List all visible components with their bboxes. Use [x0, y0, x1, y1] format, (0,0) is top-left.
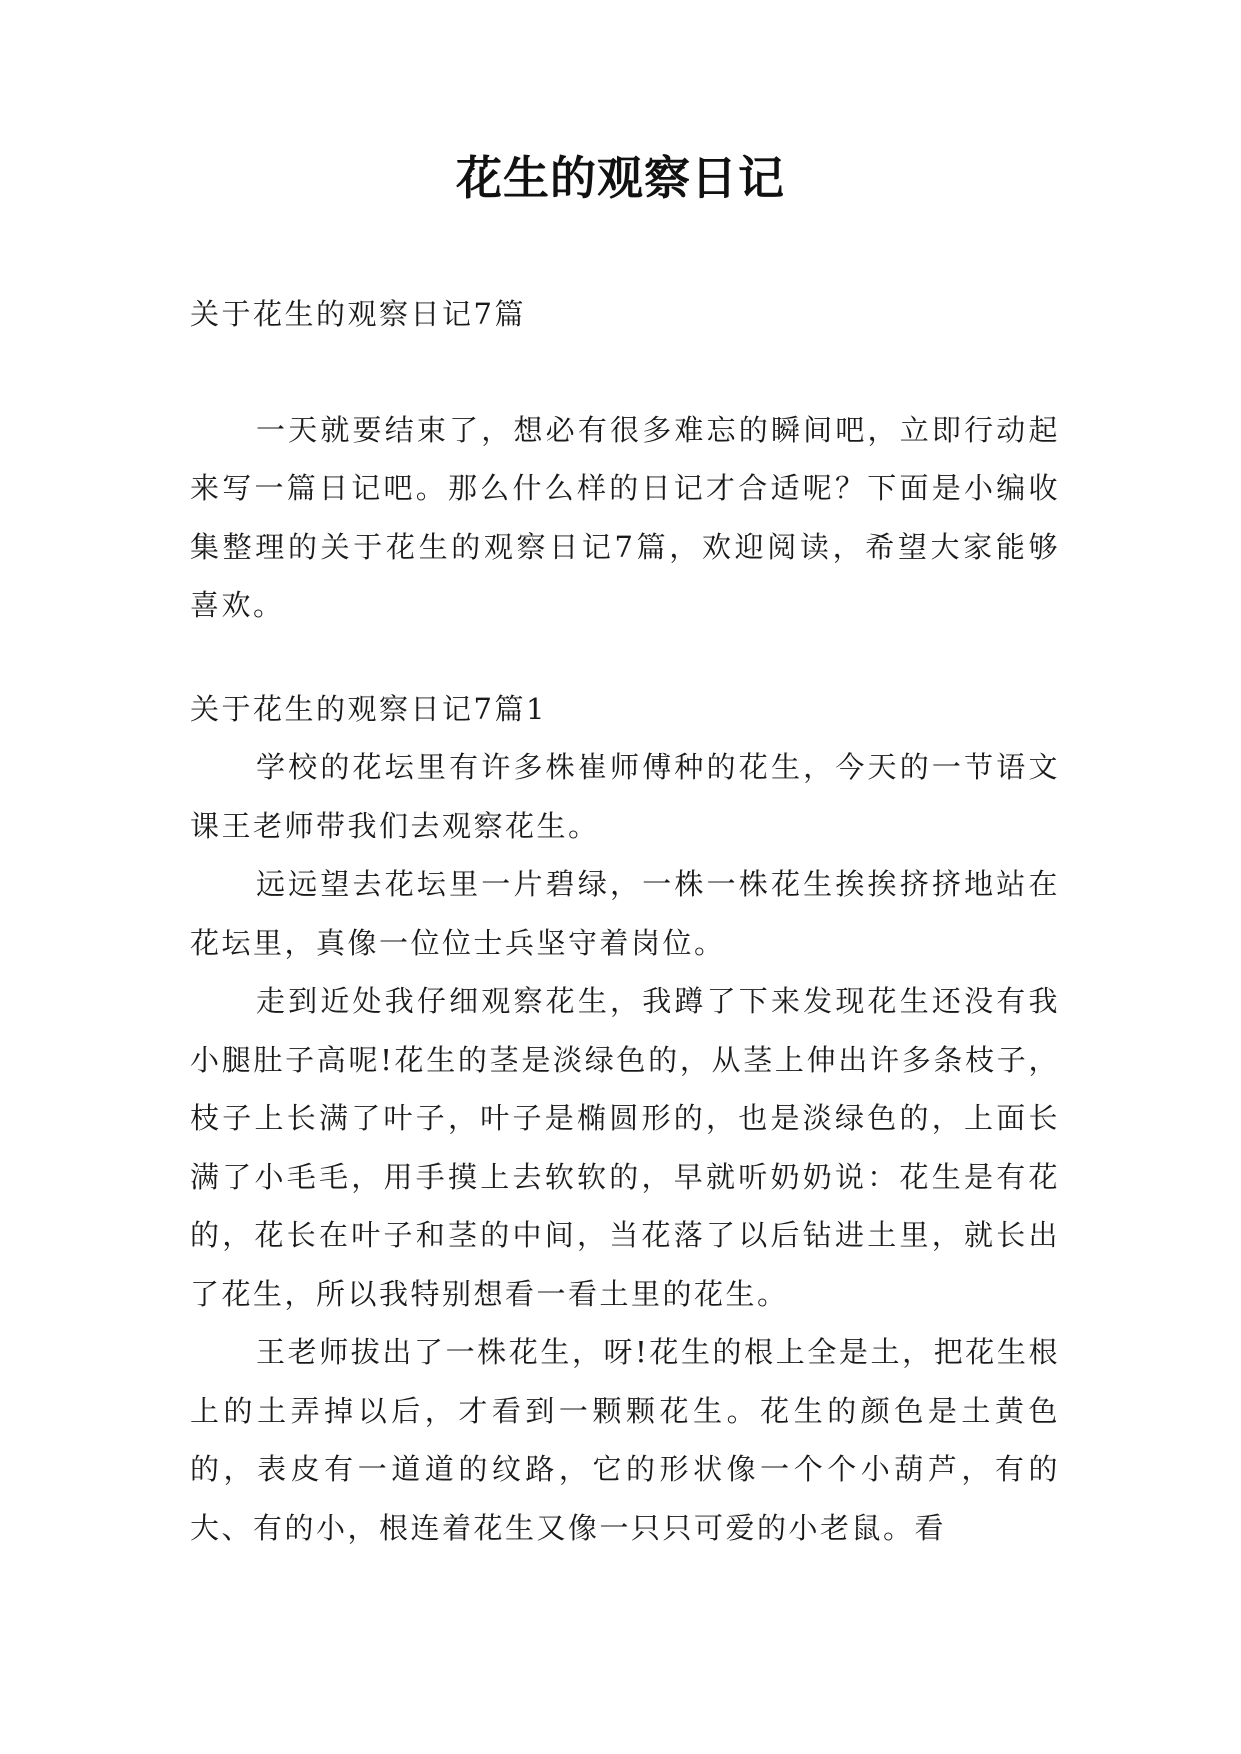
document-body — [190, 285, 1060, 1557]
body-paragraph: 走到近处我仔细观察花生，我蹲了下来发现花生还没有我小腿肚子高呢!花生的茎是淡绿色的，从茎上伸出许多条枝子，枝子上长满了叶子，叶子是椭圆形的，也是淡绿色的，上面长满了小毛毛，用手摸上去软软的，早就听奶奶说：花生是有花的，花长在叶子和茎的中间，当花落了以后钻进土里，就长出了花生，所以我特别想看一看土里的花生。 — [190, 984, 1060, 1311]
section-heading: 关于花生的观察日记7篇1 — [190, 691, 547, 726]
document-title: 花生的观察日记 — [456, 151, 785, 205]
body-paragraph: 王老师拔出了一株花生，呀!花生的根上全是土，把花生根上的土弄掉以后，才看到一颗颗花生。花生的颜色是土黄色的，表皮有一道道的纹路，它的形状像一个个小葫芦，有的大、有的小，根连着花生又像一只只可爱的小老鼠。看 — [190, 1335, 1060, 1545]
intro-paragraph: 一天就要结束了，想必有很多难忘的瞬间吧，立即行动起来写一篇日记吧。那么什么样的日记才合适呢？下面是小编收集整理的关于花生的观察日记7篇，欢迎阅读，希望大家能够喜欢。 — [190, 412, 1060, 622]
body-paragraph: 远远望去花坛里一片碧绿，一株一株花生挨挨挤挤地站在花坛里，真像一位位士兵坚守着岗位。 — [190, 867, 1060, 960]
body-paragraph: 学校的花坛里有许多株崔师傅种的花生，今天的一节语文课王老师带我们去观察花生。 — [190, 750, 1060, 843]
document-subtitle: 关于花生的观察日记7篇 — [190, 297, 526, 331]
